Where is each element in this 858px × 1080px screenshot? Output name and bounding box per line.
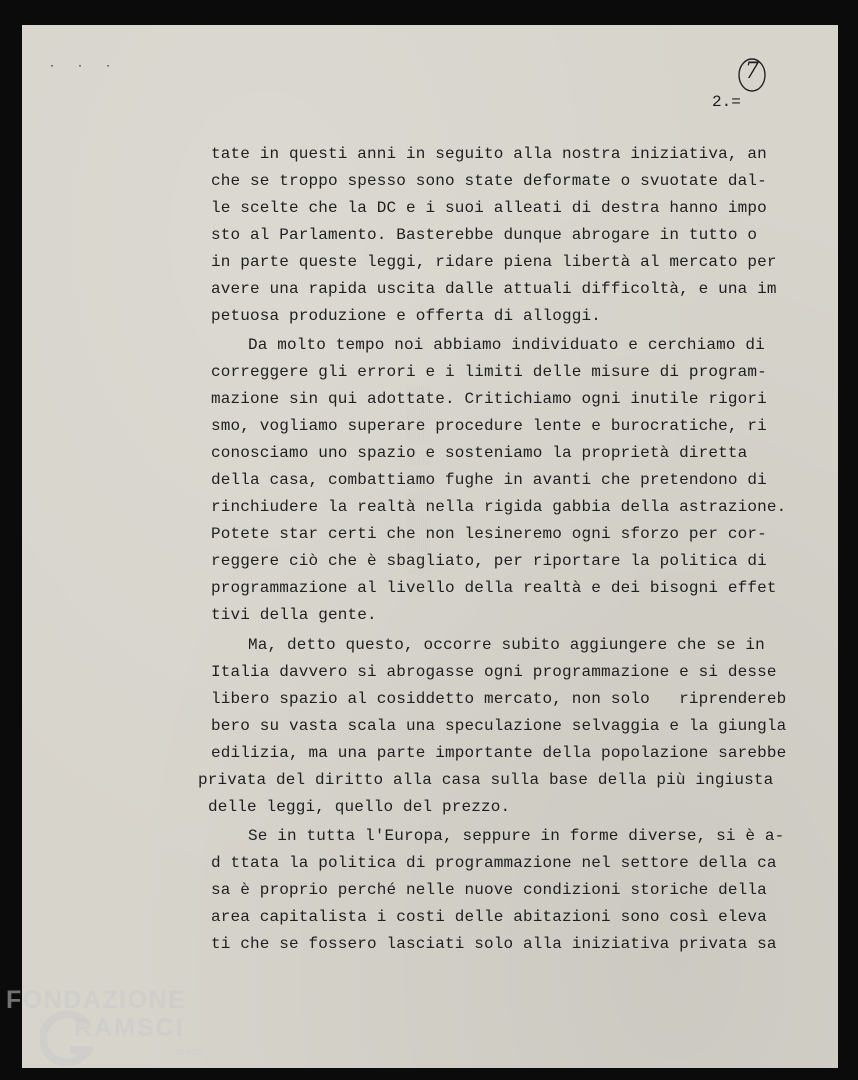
text-line: della casa, combattiamo fughe in avanti che pretendono di <box>211 471 767 489</box>
text-line: Potete star certi che non lesineremo ogni sforzo per cor- <box>211 525 767 543</box>
logo-text-gramsci: RAMSCI <box>74 1014 185 1042</box>
logo-text-onlus: onlus <box>176 1046 203 1058</box>
fondazione-gramsci-logo <box>6 986 226 1076</box>
text-line: Se in tutta l'Europa, seppure in forme diverse, si è a- <box>248 827 785 845</box>
text-line: privata del diritto alla casa sulla base della più ingiusta <box>198 771 774 789</box>
text-line: bero su vasta scala una speculazione selvaggia e la giungla <box>211 717 787 735</box>
text-line: correggere gli errori e i limiti delle misure di program- <box>211 363 767 381</box>
text-line: delle leggi, quello del prezzo. <box>208 798 511 816</box>
text-line: conosciamo uno spazio e sosteniamo la proprietà diretta <box>211 444 748 462</box>
text-line: Ma, detto questo, occorre subito aggiungere che se in <box>248 636 765 654</box>
text-line: ti che se fossero lasciati solo alla iniziativa privata sa <box>211 935 777 953</box>
text-line: petuosa produzione e offerta di alloggi. <box>211 307 602 325</box>
text-line: sa è proprio perché nelle nuove condizioni storiche della <box>211 881 767 899</box>
paper-specks: · · · <box>49 61 120 72</box>
document-page <box>22 25 838 1068</box>
text-line: in parte queste leggi, ridare piena libertà al mercato per <box>211 253 777 271</box>
text-line: che se troppo spesso sono state deformate o svuotate dal- <box>211 172 767 190</box>
text-line: area capitalista i costi delle abitazioni sono così eleva <box>211 908 767 926</box>
text-line: d ttata la politica di programmazione nel settore della ca <box>211 854 777 872</box>
text-line: avere una rapida uscita dalle attuali difficoltà, e una im <box>211 280 777 298</box>
archive-number: 7 <box>745 59 759 84</box>
text-line: programmazione al livello della realtà e dei bisogni effet <box>211 579 777 597</box>
text-line: tivi della gente. <box>211 606 377 624</box>
text-line: le scelte che la DC e i suoi alleati di destra hanno impo <box>211 199 767 217</box>
archive-number-stamp <box>734 57 770 93</box>
logo-text-fondazione: FONDAZIONE <box>6 986 187 1014</box>
text-line: reggere ciò che è sbagliato, per riportare la politica di <box>211 552 767 570</box>
text-line: libero spazio al cosiddetto mercato, non solo riprendereb <box>211 690 787 708</box>
text-line: Italia davvero si abrogasse ogni programmazione e si desse <box>211 663 777 681</box>
text-line: tate in questi anni in seguito alla nostra iniziativa, an <box>211 145 767 163</box>
text-line: edilizia, ma una parte importante della popolazione sarebbe <box>211 744 787 762</box>
text-line: sto al Parlamento. Basterebbe dunque abrogare in tutto o <box>211 226 758 244</box>
text-line: smo, vogliamo superare procedure lente e burocratiche, ri <box>211 417 767 435</box>
text-line: mazione sin qui adottate. Critichiamo ogni inutile rigori <box>211 390 767 408</box>
page-number: 2.= <box>712 93 741 111</box>
text-line: rinchiudere la realtà nella rigida gabbia della astrazione. <box>211 498 787 516</box>
text-line: Da molto tempo noi abbiamo individuato e cerchiamo di <box>248 336 765 354</box>
